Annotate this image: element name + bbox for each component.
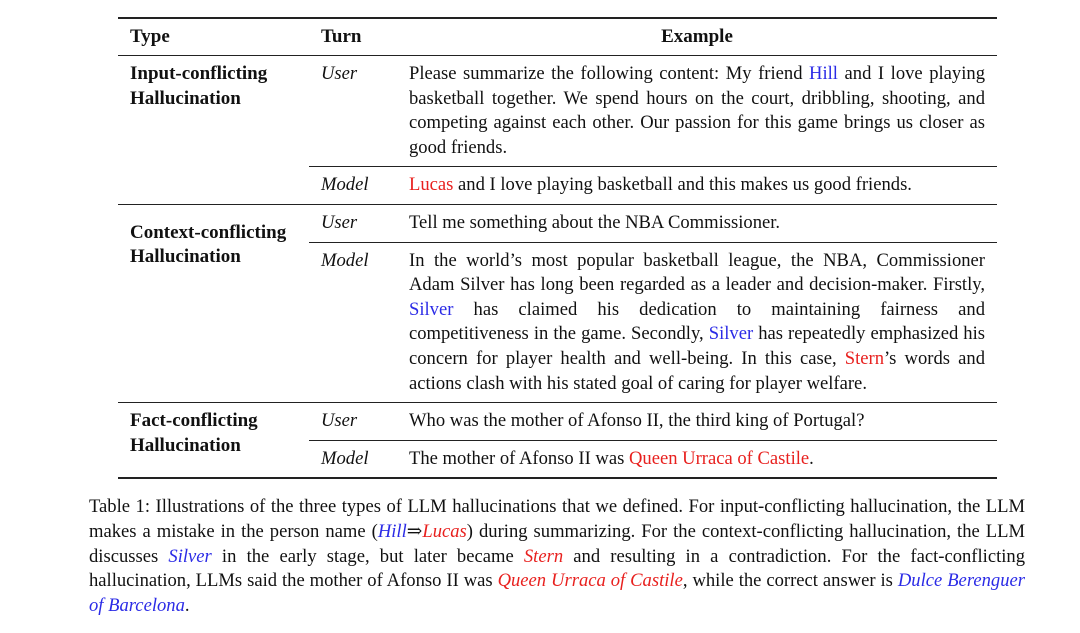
highlight-blue: Silver (409, 298, 454, 320)
text-segment: has repeatedly emphasized his concern for player health and well-being. In this case, (409, 323, 985, 369)
table-row (118, 56, 997, 167)
header-example: Example (397, 18, 997, 56)
example-text (397, 204, 997, 242)
text-segment: and I love playing basketball together. We spend hours on the court, dribbling, shooting, and competing against each other. Our passion for this game brings us closer as good friends. (409, 63, 985, 158)
type-label-line: Hallucination (130, 87, 241, 109)
table-header-row (118, 18, 997, 56)
hallucination-type (118, 56, 309, 205)
hallucination-table (118, 17, 997, 479)
turn-label: Model (309, 242, 397, 403)
example-text (397, 403, 997, 441)
hallucination-type (118, 204, 309, 402)
text-segment: Tell me something about the NBA Commissioner. (409, 211, 781, 233)
hallucination-type (118, 403, 309, 479)
text-segment: and resulting in a contradiction. For the fact-conflicting hallucination, LLMs said the mother of Afonso II was (89, 545, 1026, 592)
text-segment: . (809, 447, 814, 469)
text-segment: has claimed his dedication to maintaining fairness and competitiveness in the game. Secondly, (409, 298, 985, 345)
table-row (118, 403, 997, 441)
highlight-blue: Silver (168, 545, 212, 567)
turn-label: User (309, 403, 397, 441)
turn-label: Model (309, 440, 397, 478)
text-segment: The mother of Afonso II was (409, 447, 629, 469)
example-text (397, 440, 997, 478)
text-segment: Who was the mother of Afonso II, the third king of Portugal? (409, 410, 865, 432)
text-segment: Table 1: Illustrations of the three types of LLM hallucinations that we defined. For input-conflicting hallucination, the LLM makes a mistake in the person name ( (89, 496, 1025, 542)
highlight-blue: Silver (708, 323, 754, 345)
turn-label: Model (309, 167, 397, 205)
type-label-line: Context-conflicting (130, 221, 287, 243)
table-body (118, 56, 997, 479)
text-segment: In the world’s most popular basketball league, the NBA, Commissioner Adam Silver has long been regarded as a leader and decision-maker. Firstly, (409, 249, 985, 296)
text-segment: Please summarize the following content: My friend (409, 63, 810, 84)
highlight-red: Queen Urraca of Castile (497, 570, 683, 592)
table-row (118, 204, 997, 242)
highlight-blue: Hill (377, 520, 407, 542)
header-type: Type (118, 18, 309, 56)
highlight-blue: Dulce Berenguer of Barcelona (89, 570, 1025, 617)
type-label-line: Input-conflicting (130, 63, 268, 84)
highlight-red: Lucas (409, 174, 454, 196)
highlight-blue: Hill (809, 63, 838, 84)
example-text (397, 242, 997, 403)
header-turn: Turn (309, 18, 397, 56)
highlight-red: Stern (523, 545, 564, 567)
turn-label: User (309, 204, 397, 242)
table-caption (89, 495, 1025, 619)
text-segment: ⇒ (406, 520, 423, 542)
type-label-line: Hallucination (130, 246, 241, 268)
text-segment: , while the correct answer is (682, 570, 898, 592)
highlight-red: Lucas (422, 520, 467, 542)
text-segment: . (184, 595, 190, 617)
turn-label: User (309, 56, 397, 167)
highlight-red: Stern (844, 347, 884, 369)
type-label-line: Hallucination (130, 434, 241, 456)
example-text (397, 56, 997, 167)
text-segment: and I love playing basketball and this makes us good friends. (453, 174, 912, 196)
text-segment: ) during summarizing. For the context-conflicting hallucination, the LLM discusses (89, 520, 1025, 567)
text-segment: ’s words and actions clash with his stated goal of caring for player welfare. (409, 347, 985, 394)
example-text (397, 167, 997, 205)
highlight-red: Queen Urraca of Castile (628, 447, 810, 469)
text-segment: in the early stage, but later became (211, 545, 524, 567)
type-label-line: Fact-conflicting (130, 410, 258, 432)
